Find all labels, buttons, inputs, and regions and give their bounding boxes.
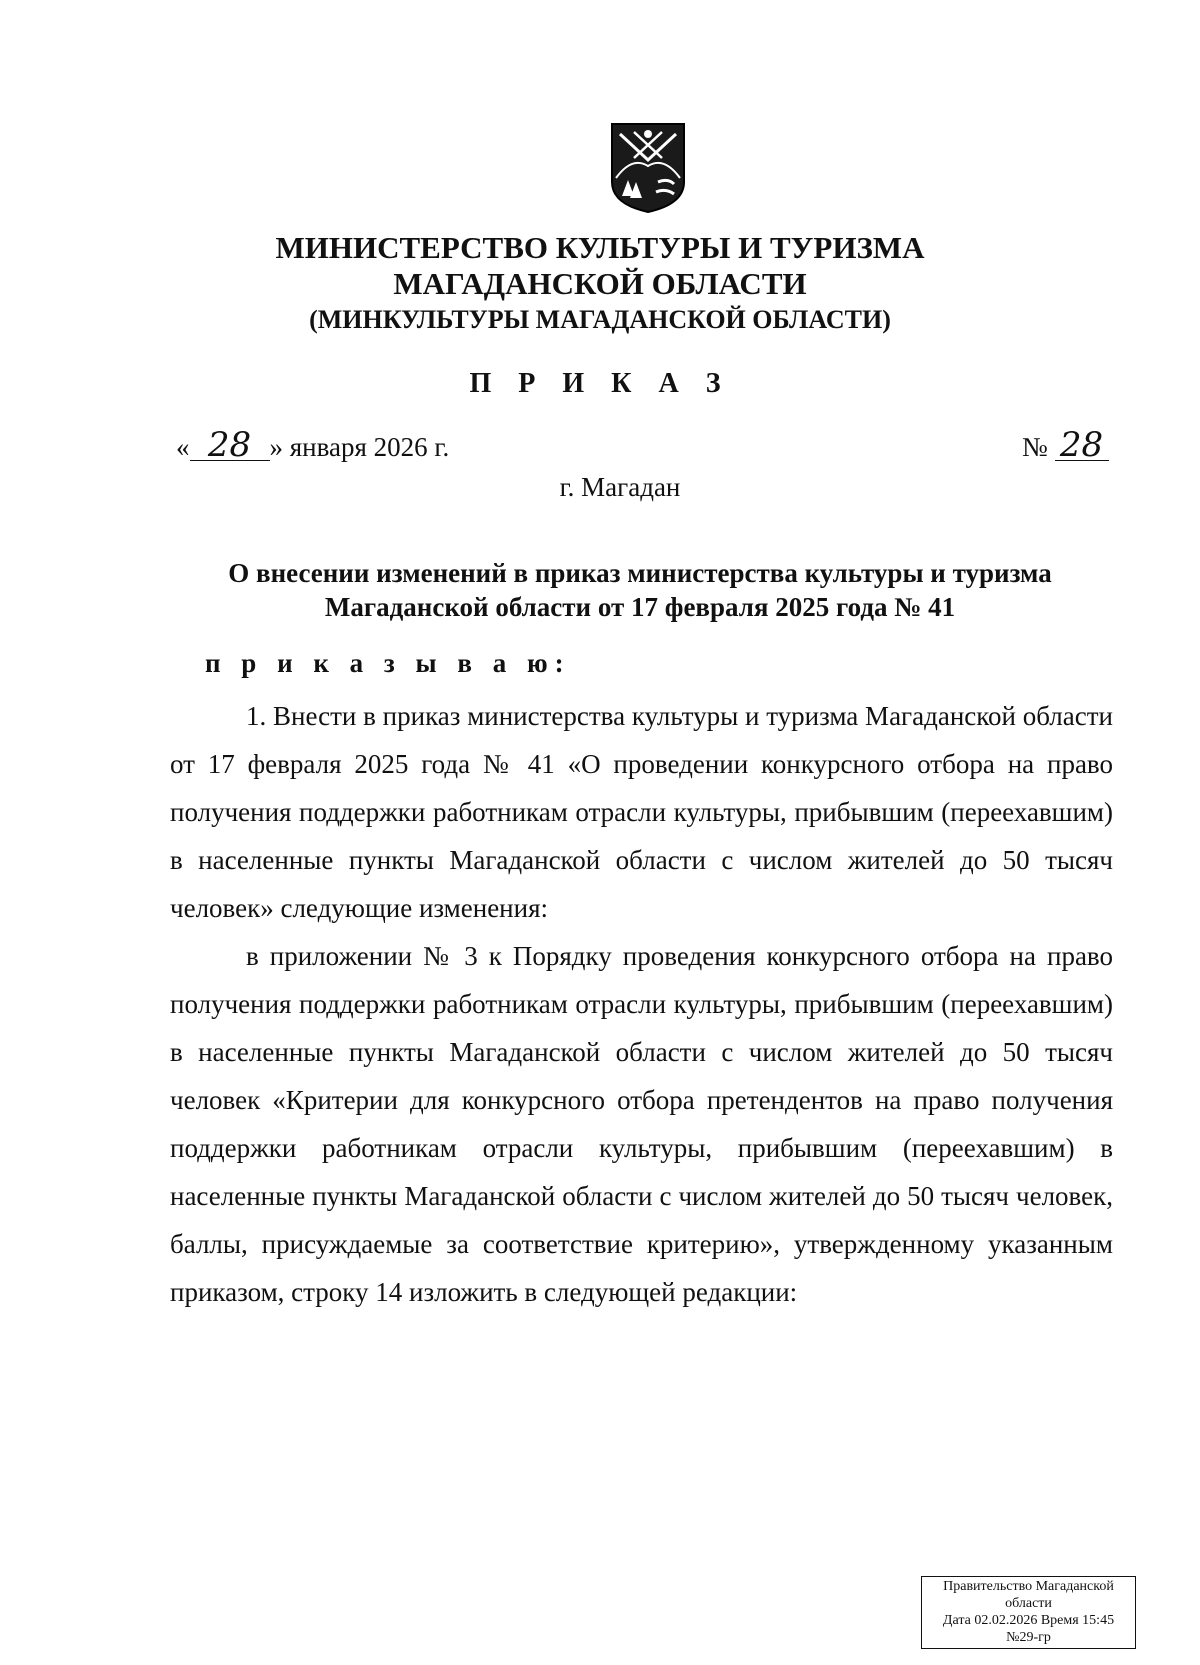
date-month-year: » января 2026 г.	[269, 432, 450, 462]
body-paragraph-2	[170, 932, 1113, 1316]
decree-word: п р и к а з ы в а ю:	[205, 648, 571, 678]
order-number	[1022, 425, 1109, 465]
number-handwritten: 28	[1055, 430, 1109, 461]
number-label: №	[1022, 432, 1048, 462]
stamp-line1: Правительство Магаданской	[943, 1579, 1114, 1594]
subject-line2: Магаданской области от 17 февраля 2025 года № 41	[324, 592, 956, 622]
stamp-line4: №29-гр	[1006, 1630, 1051, 1645]
ministry-name-line1: МИНИСТЕРСТВО КУЛЬТУРЫ И ТУРИЗМА	[275, 230, 925, 265]
ministry-short-name: (МИНКУЛЬТУРЫ МАГАДАНСКОЙ ОБЛАСТИ)	[309, 305, 891, 334]
ministry-header	[200, 230, 1000, 338]
ministry-name-line2: МАГАДАНСКОЙ ОБЛАСТИ	[393, 266, 807, 301]
order-subject	[190, 556, 1090, 624]
paragraph-text: 1. Внести в приказ министерства культуры и туризма Магаданской области от 17 февраля 2025 года № 41 «О проведении конкурсного отбора на право получения поддержки работникам отрасли культуры, прибывшим (переехавшим) в населенные пункты Магаданской области с числом жителей до 50 тысяч человек» следующие изменения:	[170, 701, 1113, 923]
stamp-line2: области	[1005, 1596, 1052, 1611]
order-city: г. Магадан	[559, 472, 681, 502]
body-paragraph-1	[170, 692, 1113, 932]
date-day-handwritten: 28	[190, 430, 270, 461]
date-open-quote: «	[176, 432, 190, 462]
registration-stamp	[921, 1576, 1136, 1649]
order-title: П Р И К А З	[469, 368, 731, 399]
subject-line1: О внесении изменений в приказ министерства культуры и туризма	[228, 558, 1052, 588]
paragraph-text: в приложении № 3 к Порядку проведения конкурсного отбора на право получения поддержки работникам отрасли культуры, прибывшим (переехавшим) в населенные пункты Магаданской области с числом жителей до 50 тысяч человек «Критерии для конкурсного отбора претендентов на право получения поддержки работникам отрасли культуры, прибывшим (переехавшим) в населенные пункты Магаданской области с числом жителей до 50 тысяч человек, баллы, присуждаемые за соответствие критерию», утвержденному указанным приказом, строку 14 изложить в следующей редакции:	[170, 941, 1113, 1307]
stamp-line3: Дата 02.02.2026 Время 15:45	[942, 1613, 1115, 1628]
order-date	[176, 425, 450, 465]
magadan-coat-of-arms-icon	[608, 120, 688, 214]
